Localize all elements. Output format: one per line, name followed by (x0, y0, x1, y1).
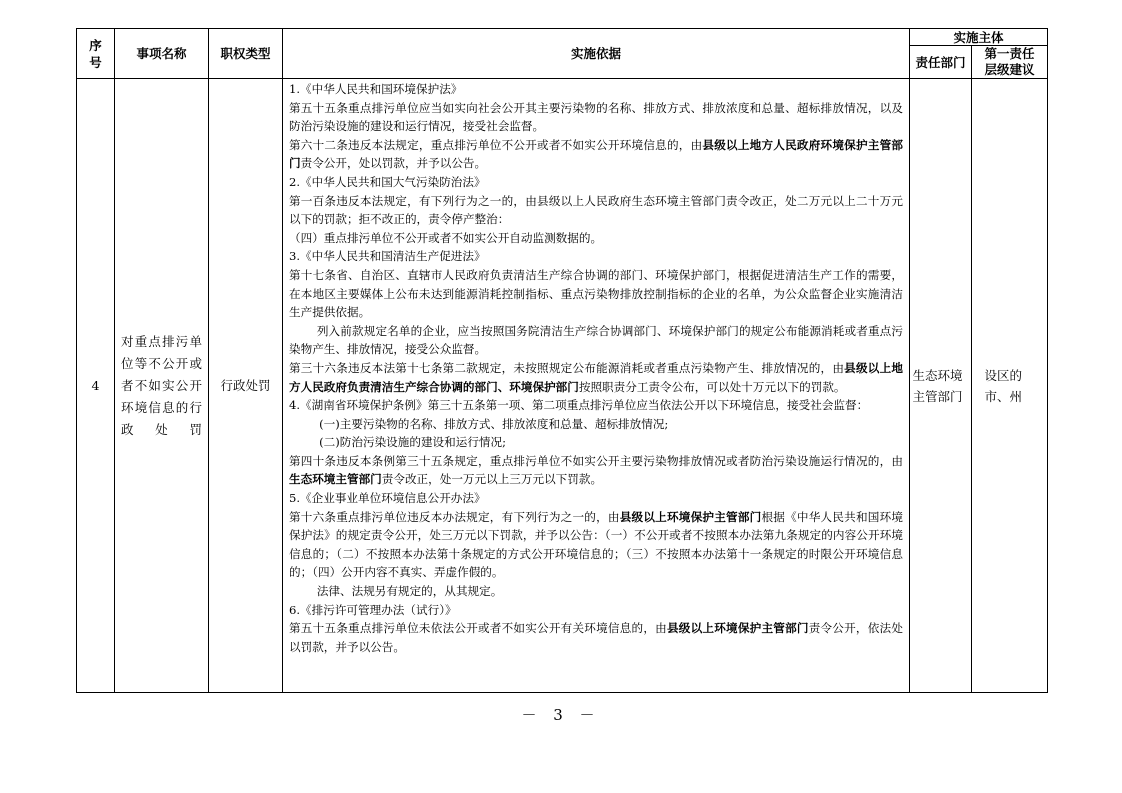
cell-seq: 4 (77, 79, 115, 693)
header-subject: 实施主体 (910, 29, 1048, 46)
basis-paragraph: 第三十六条违反本法第十七条第二款规定，未按照规定公布能源消耗或者重点污染物产生、排放情况的，由县级以上地方人民政府负责清洁生产综合协调的部门、环境保护部门按照职责分工责令公布，可以处十万元以下的罚款。 (289, 360, 903, 394)
basis-paragraph: 2.《中华人民共和国大气污染防治法》 (289, 174, 486, 189)
basis-paragraph: 4.《湖南省环境保护条例》第三十五条第一项、第二项重点排污单位应当依法公开以下环境信息，接受社会监督： (289, 398, 869, 413)
cell-dept: 生态环境主管部门 (910, 79, 972, 693)
basis-paragraph: 第五十五条重点排污单位未依法公开或者不如实公开有关环境信息的，由县级以上环境保护主管部门责令公开，依法处以罚款，并予以公告。 (289, 621, 903, 654)
page-number: － 3 － (521, 706, 601, 724)
basis-paragraph: 第四十条违反本条例第三十五条规定，重点排污单位不如实公开主要污染物排放情况或者防治污染设施运行情况的，由生态环境主管部门责令改正，处一万元以上三万元以下罚款。 (289, 453, 903, 487)
header-basis: 实施依据 (283, 29, 910, 79)
basis-paragraph: 第十六条重点排污单位违反本办法规定，有下列行为之一的，由县级以上环境保护主管部门根据《中华人民共和国环境保护法》的规定责令公开，处三万元以下罚款，并予以公告：（一）不公开或者不按照本办法第九条规定的内容公开环境信息的；（二）不按照本办法第十条规定的方式公开环境信息的；（三）不按照本办法第十一条规定的时限公开环境信息的；（四）公开内容不真实、弄虚作假的。 (289, 509, 903, 580)
header-row-top (77, 29, 1048, 46)
basis-paragraph: 6.《排污许可管理办法（试行）》 (289, 602, 457, 617)
basis-paragraph: 法律、法规另有规定的，从其规定。 (316, 584, 503, 599)
header-level: 第一责任层级建议 (972, 46, 1048, 79)
cell-power-type: 行政处罚 (209, 79, 283, 693)
header-dept: 责任部门 (910, 46, 972, 79)
cell-basis (283, 79, 910, 693)
basis-paragraph: 第五十五条重点排污单位应当如实向社会公开其主要污染物的名称、排放方式、排放浓度和总量、超标排放情况，以及防治污染设施的建设和运行情况，接受社会监督。 (289, 100, 903, 134)
basis-paragraph: 列入前款规定名单的企业，应当按照国务院清洁生产综合协调部门、环境保护部门的规定公布能源消耗或者重点污染物产生、排放情况，接受公众监督。 (289, 323, 903, 357)
basis-paragraph: （四）重点排污单位不公开或者不如实公开自动监测数据的。 (289, 230, 603, 245)
basis-paragraph: 1.《中华人民共和国环境保护法》 (289, 82, 463, 96)
basis-paragraph: 第六十二条违反本法规定，重点排污单位不公开或者不如实公开环境信息的，由县级以上地方人民政府环境保护主管部门责令公开，处以罚款，并予以公告。 (289, 137, 903, 171)
basis-paragraph: (二)防治污染设施的建设和运行情况; (319, 435, 507, 450)
header-power-type: 职权类型 (209, 29, 283, 79)
basis-paragraph: 3.《中华人民共和国清洁生产促进法》 (289, 249, 486, 264)
basis-paragraph: 第一百条违反本法规定，有下列行为之一的，由县级以上人民政府生态环境主管部门责令改正，处二万元以上二十万元以下的罚款；拒不改正的，责令停产整治： (289, 193, 903, 227)
header-item-name: 事项名称 (115, 29, 209, 79)
power-list-table (76, 28, 1048, 693)
cell-level: 设区的市、州 (972, 79, 1048, 693)
basis-paragraph: 5.《企业事业单位环境信息公开办法》 (289, 491, 486, 506)
basis-paragraph: (一)主要污染物的名称、排放方式、排放浓度和总量、超标排放情况; (319, 416, 669, 431)
cell-item-name: 对重点排污单位等不公开或者不如实公开环境信息的行政处罚 (115, 79, 209, 693)
table-row (77, 79, 1048, 693)
basis-paragraph: 第十七条省、自治区、直辖市人民政府负责清洁生产综合协调的部门、环境保护部门，根据促进清洁生产工作的需要，在本地区主要媒体上公布未达到能源消耗控制指标、重点污染物排放控制指标的企业的名单，为公众监督企业实施清洁生产提供依据。 (289, 267, 903, 320)
header-seq: 序号 (77, 29, 115, 79)
